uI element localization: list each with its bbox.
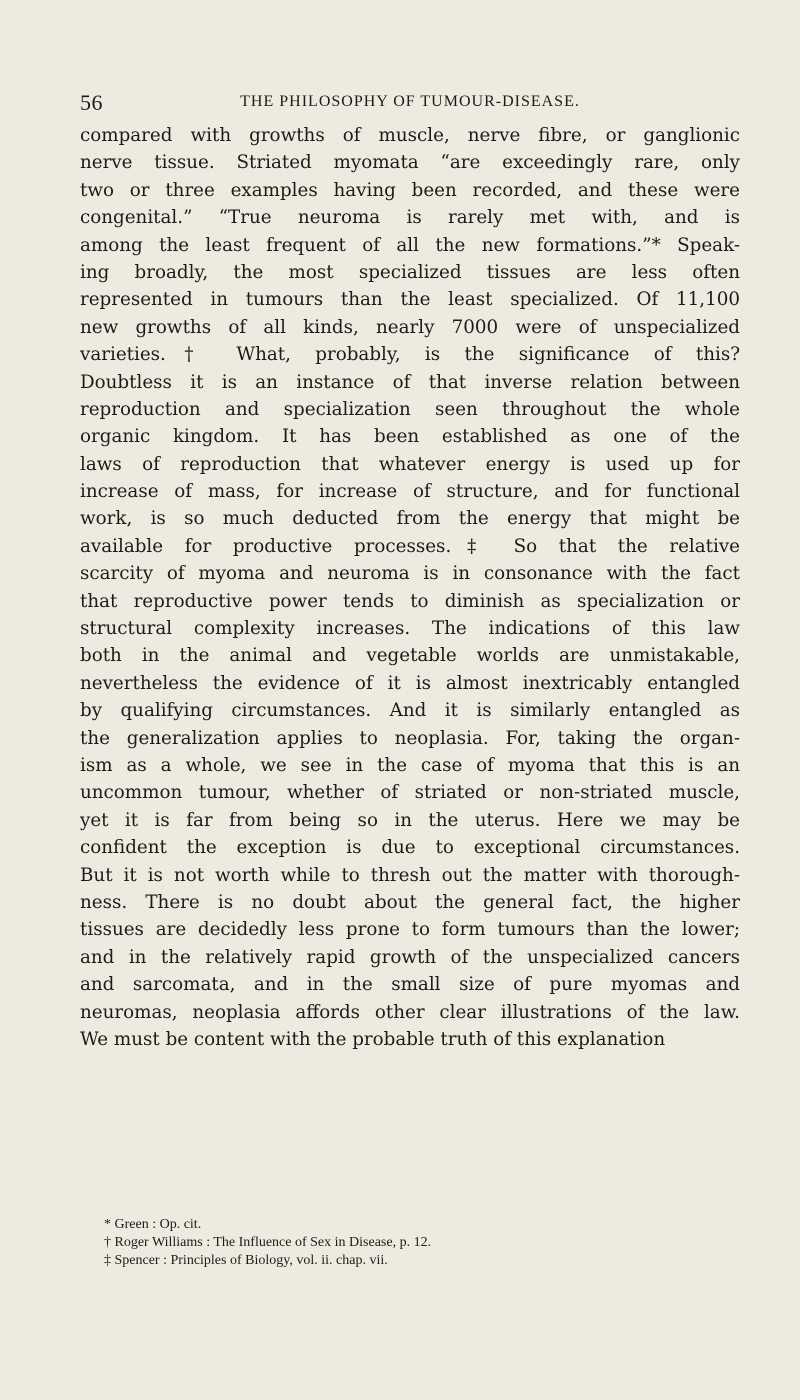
running-header	[80, 90, 740, 114]
text-line: that reproductive power tends to diminish as specialization or	[80, 590, 740, 612]
text-line: organic kingdom. It has been established as one of the	[80, 426, 740, 448]
text-line: We must be content with the probable truth of this explanation	[80, 1028, 666, 1050]
text-line: scarcity of myoma and neuroma is in consonance with the fact	[80, 563, 740, 585]
text-line: nevertheless the evidence of it is almost inextricably entangled	[80, 672, 740, 694]
text-line: compared with growths of muscle, nerve fibre, or ganglionic	[80, 125, 740, 146]
text-line: ness. There is no doubt about the general fact, the higher	[80, 891, 740, 913]
text-line: reproduction and specialization seen throughout the whole	[80, 398, 740, 420]
text-line: confident the exception is due to exceptional circumstances.	[80, 837, 740, 859]
footnotes	[104, 1216, 744, 1270]
text-line: and in the relatively rapid growth of the unspecialized cancers	[80, 946, 740, 968]
footnote: * Green : Op. cit.	[104, 1217, 202, 1232]
body-paragraph	[80, 122, 740, 1053]
text-line: ism as a whole, we see in the case of myoma that this is an	[80, 754, 740, 776]
text-line: the generalization applies to neoplasia. For, taking the organ-	[80, 727, 740, 749]
text-line: nerve tissue. Striated myomata “are exceedingly rare, only	[80, 152, 740, 174]
text-line: among the least frequent of all the new formations.”* Speak-	[80, 234, 740, 256]
text-line: ing broadly, the most specialized tissues are less often	[80, 261, 740, 283]
text-line: uncommon tumour, whether of striated or non-striated muscle,	[80, 782, 740, 804]
text-line: new growths of all kinds, nearly 7000 were of unspecialized	[80, 316, 740, 338]
text-line: by qualifying circumstances. And it is similarly entangled as	[80, 700, 740, 722]
footnote: † Roger Williams : The Influence of Sex in Disease, p. 12.	[104, 1235, 432, 1250]
text-line: both in the animal and vegetable worlds are unmistakable,	[80, 645, 740, 667]
text-line: varieties.† What, probably, is the significance of this?	[80, 344, 740, 366]
text-line: represented in tumours than the least specialized. Of 11,100	[80, 289, 740, 311]
text-line: Doubtless it is an instance of that inverse relation between	[80, 371, 740, 393]
running-title: THE PHILOSOPHY OF TUMOUR-DISEASE.	[240, 93, 580, 110]
page-number: 56	[80, 90, 103, 115]
text-line: structural complexity increases. The indications of this law	[80, 618, 740, 640]
text-line: work, is so much deducted from the energy that might be	[80, 508, 740, 530]
text-line: increase of mass, for increase of structure, and for functional	[80, 481, 740, 503]
text-line: laws of reproduction that whatever energy is used up for	[80, 453, 740, 475]
text-line: But it is not worth while to thresh out the matter with thorough-	[80, 864, 740, 886]
footnote: ‡ Spencer : Principles of Biology, vol. ii. chap. vii.	[104, 1253, 388, 1268]
text-line: yet it is far from being so in the uterus. Here we may be	[80, 809, 740, 831]
text-line: two or three examples having been recorded, and these were	[80, 179, 740, 201]
text-line: and sarcomata, and in the small size of pure myomas and	[80, 974, 740, 996]
text-line: neuromas, neoplasia affords other clear illustrations of the law.	[80, 1001, 740, 1023]
text-line: available for productive processes.‡ So that the relative	[80, 535, 740, 557]
text-line: tissues are decidedly less prone to form tumours than the lower;	[80, 919, 740, 941]
text-line: congenital.” “True neuroma is rarely met with, and is	[80, 207, 740, 229]
